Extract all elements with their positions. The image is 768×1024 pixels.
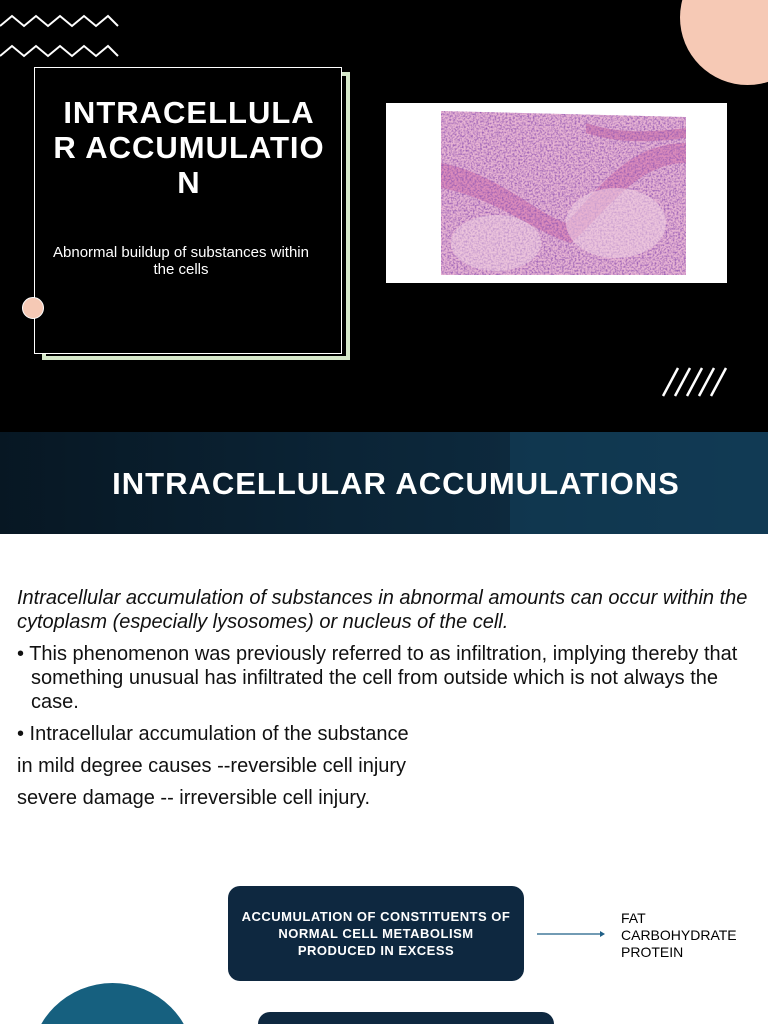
section-header-band xyxy=(0,432,768,534)
substance-fat: FAT xyxy=(621,910,646,926)
substance-protein: PROTEIN xyxy=(621,944,684,960)
title-slide xyxy=(0,0,768,432)
normal-constituents-box xyxy=(228,886,524,981)
slash-lines-decoration xyxy=(660,364,730,400)
peach-circle-decoration xyxy=(680,0,768,85)
zigzag-decoration xyxy=(0,12,120,62)
section-title: INTRACELLULAR ACCUMULATIONS xyxy=(112,466,680,501)
body-content xyxy=(17,586,762,818)
substance-carbohydrate: CARBOHYDRATE xyxy=(621,927,737,943)
teal-circle-decoration xyxy=(30,983,195,1024)
arrow-right-icon xyxy=(537,928,607,940)
small-peach-dot-decoration xyxy=(22,297,44,319)
bullet-accumulation: • Intracellular accumulation of the substance xyxy=(17,723,409,745)
normal-constituents-label: ACCUMULATION OF CONSTITUENTS OF NORMAL CELL METABOLISM PRODUCED IN EXCESS xyxy=(241,909,511,958)
second-diagram-box xyxy=(258,1012,554,1024)
severe-damage-line: severe damage -- irreversible cell injury. xyxy=(17,787,371,809)
histology-image xyxy=(386,103,727,283)
intro-paragraph: Intracellular accumulation of substances in abnormal amounts can occur within the cytoplasm (especially lysosomes) or nucleus of the cell. xyxy=(17,587,748,633)
substance-list xyxy=(621,910,737,961)
slide-title: INTRACELLULAR ACCUMULATION xyxy=(53,95,325,200)
mild-degree-line: in mild degree causes --reversible cell injury xyxy=(17,755,407,777)
slide-subtitle: Abnormal buildup of substances within the cells xyxy=(53,244,309,278)
bullet-infiltration: • This phenomenon was previously referred to as infiltration, implying thereby that something unusual has infiltrated the cell from outside which is not always the case. xyxy=(17,643,738,713)
